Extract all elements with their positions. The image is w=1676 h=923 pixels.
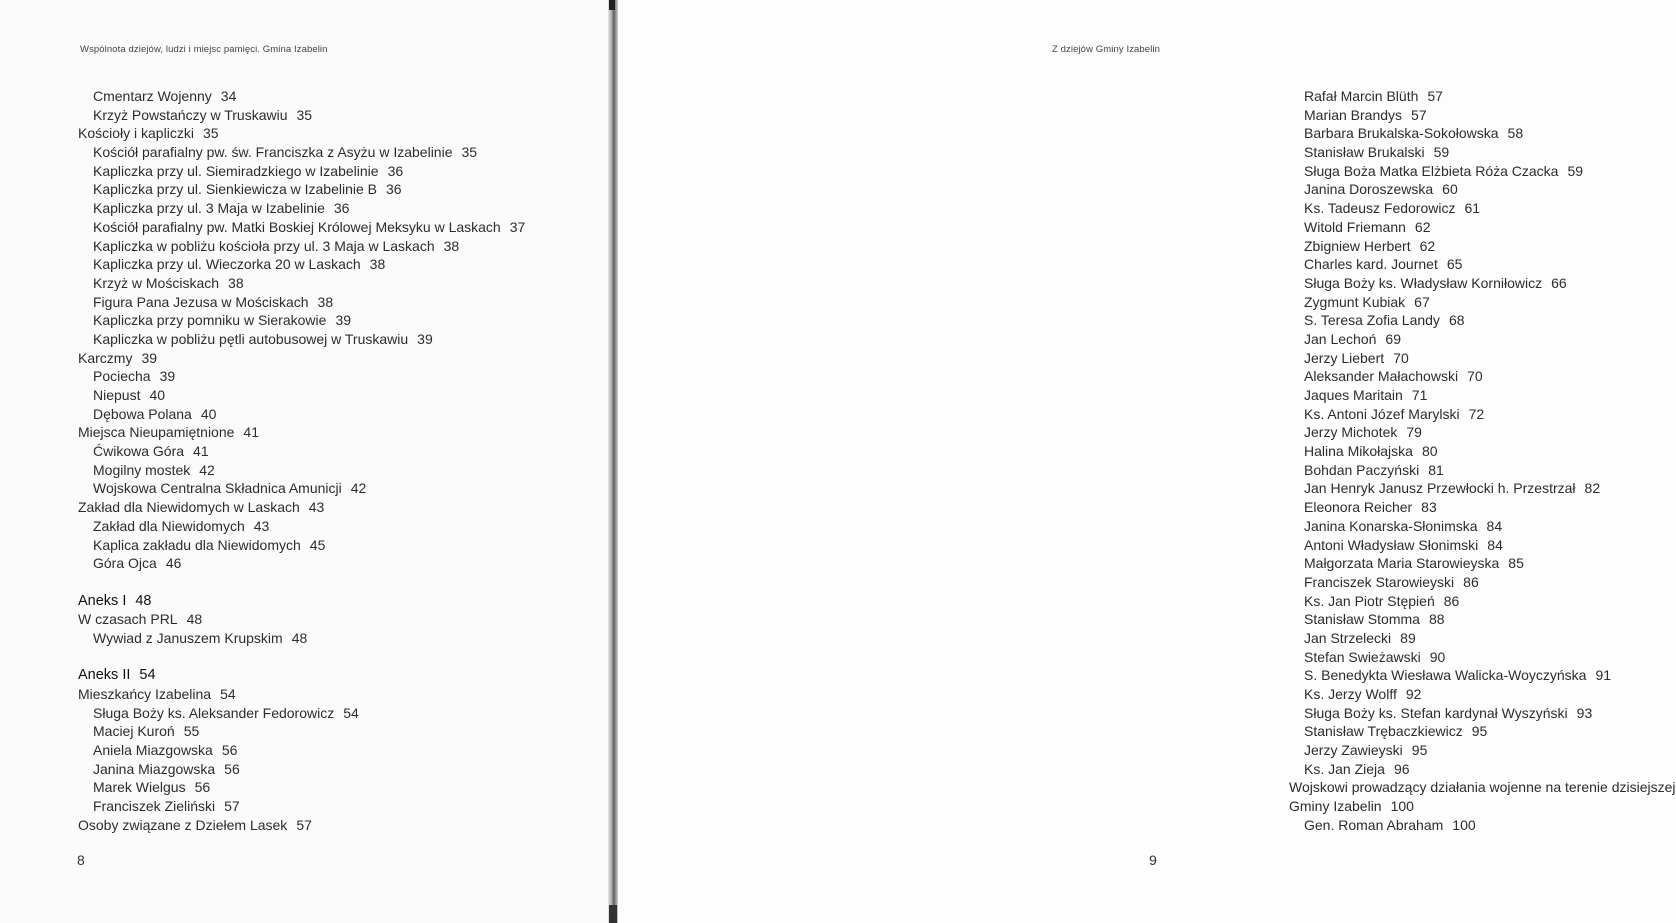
toc-entry: [78, 498, 525, 517]
toc-entry-page: 39: [141, 349, 158, 366]
toc-entry-page: 39: [417, 330, 433, 347]
toc-entry: [78, 442, 525, 461]
toc-entry-page: 56: [221, 742, 238, 759]
toc-entry: [1289, 349, 1676, 368]
toc-entry-title: Ćwikowa Góra: [93, 443, 185, 460]
toc-entry-title: Gminy Izabelin: [1289, 798, 1382, 815]
toc-entry-title: Jerzy Zawieyski: [1304, 742, 1403, 759]
toc-entry: [1289, 405, 1676, 424]
toc-entry-page: 100: [1390, 798, 1414, 815]
toc-entry: [78, 461, 525, 480]
toc-entry-page: 48: [186, 611, 203, 628]
toc-entry: [78, 180, 525, 199]
toc-entry: [1289, 536, 1676, 555]
toc-entry-title: Góra Ojca: [93, 555, 157, 572]
toc-entry: [78, 722, 525, 741]
toc-entry-title: Kapliczka przy ul. 3 Maja w Izabelinie: [93, 200, 325, 217]
toc-entry-title: Zakład dla Niewidomych: [93, 517, 245, 534]
toc-entry-title: Bohdan Paczyński: [1304, 461, 1420, 478]
toc-entry-page: 92: [1405, 686, 1422, 702]
toc-entry-page: 96: [1393, 760, 1410, 777]
toc-entry: [78, 517, 525, 536]
toc-entry: [78, 255, 525, 274]
toc-entry-page: 38: [369, 256, 386, 273]
toc-entry-title: Kapliczka przy pomniku w Sierakowie: [93, 312, 327, 329]
toc-entry: [78, 704, 525, 723]
toc-entry: [1289, 610, 1676, 629]
toc-entry: [78, 386, 525, 405]
toc-entry-title: S. Benedykta Wiesława Walicka-Woyczyńska: [1304, 667, 1587, 684]
toc-entry: [1289, 124, 1676, 143]
toc-entry-title: Jan Lechoń: [1304, 330, 1377, 347]
toc-entry-title: Marian Brandys: [1304, 106, 1403, 123]
toc-entry-title: Stanisław Stomma: [1304, 611, 1420, 628]
toc-entry-title: Krzyż w Mościskach: [93, 274, 220, 291]
toc-entry-title: Jan Strzelecki: [1304, 629, 1392, 646]
toc-entry-title: Sługa Boży ks. Władysław Korniłowicz: [1304, 274, 1543, 291]
toc-entry: [1289, 106, 1676, 125]
toc-entry-page: 38: [317, 293, 334, 310]
toc-spacer: [78, 573, 525, 592]
toc-section-heading: [78, 592, 525, 611]
toc-entry-page: 72: [1468, 405, 1485, 422]
toc-entry-title: Pociecha: [93, 368, 151, 385]
toc-entry-title: Kościół parafialny pw. św. Franciszka z Asyżu w Izabelinie: [93, 144, 453, 161]
toc-entry-page: 91: [1595, 667, 1612, 684]
toc-entry-title: Wojskowi prowadzący działania wojenne na terenie dzisiejszej: [1289, 779, 1676, 796]
left-page: [0, 0, 611, 923]
toc-entry-page: 54: [343, 704, 359, 721]
toc-entry: [78, 778, 525, 797]
toc-entry-page: 62: [1414, 218, 1431, 235]
toc-entry-page: 57: [296, 816, 312, 833]
toc-entry-title: Maciej Kuroń: [93, 723, 175, 740]
toc-entry-page: 80: [1421, 443, 1438, 460]
toc-entry-page: 37: [509, 218, 526, 235]
toc-entry-page: 38: [228, 274, 244, 291]
toc-entry: [78, 760, 525, 779]
toc-entry-title: Ks. Jan Zieja: [1304, 760, 1385, 777]
toc-entry-title: Mogilny mostek: [93, 461, 191, 478]
toc-entry-page: 84: [1487, 536, 1503, 553]
toc-entry-title: Sługa Boży ks. Stefan kardynał Wyszyński: [1304, 704, 1568, 721]
toc-entry-title: Kaplica zakładu dla Niewidomych: [93, 536, 301, 553]
toc-entry-page: 57: [224, 798, 240, 815]
toc-entry: [78, 143, 525, 162]
toc-entry: [78, 629, 525, 648]
toc-entry: [1289, 666, 1676, 685]
toc-entry-page: 83: [1421, 499, 1437, 516]
toc-entry-page: 61: [1464, 200, 1481, 217]
toc-entry-title: Jaques Maritain: [1304, 387, 1403, 403]
toc-entry-title: Kościół parafialny pw. Matki Boskiej Królowej Meksyku w Laskach: [93, 218, 501, 235]
toc-entry: [78, 87, 525, 106]
toc-entry-title: Kapliczka przy ul. Wieczorka 20 w Laskach: [93, 256, 361, 273]
toc-entry-title: Osoby związane z Dziełem Lasek: [78, 816, 288, 833]
toc-entry-page: 71: [1411, 387, 1428, 403]
toc-entry: [1289, 274, 1676, 293]
toc-section-heading: [78, 666, 525, 685]
toc-entry-title: Zbigniew Herbert: [1304, 237, 1411, 254]
toc-entry: [1289, 816, 1676, 835]
toc-entry-title: Kościoły i kapliczki: [78, 125, 194, 142]
toc-entry: [78, 554, 525, 573]
toc-entry: [1289, 592, 1676, 611]
toc-entry: [1289, 760, 1676, 779]
toc-entry-title: W czasach PRL: [78, 611, 178, 628]
toc-entry-title: Kapliczka przy ul. Siemiradzkiego w Izabelinie: [93, 162, 379, 179]
toc-entry: [78, 367, 525, 386]
toc-entry-title: Karczmy: [78, 349, 133, 366]
toc-entry-title: Zygmunt Kubiak: [1304, 293, 1406, 310]
toc-entry-title: Stanisław Brukalski: [1304, 144, 1425, 161]
toc-entry-page: 60: [1442, 181, 1458, 198]
toc-entry-page: 41: [193, 443, 209, 460]
toc-entry: [1289, 741, 1676, 760]
toc-entry-page: 67: [1414, 293, 1430, 310]
toc-entry-title: Stefan Swieżawski: [1304, 648, 1421, 665]
toc-entry-title: Ks. Antoni Józef Marylski: [1304, 405, 1460, 422]
toc-entry: [78, 479, 525, 498]
toc-entry: [1289, 87, 1676, 106]
toc-entry: [1289, 330, 1676, 349]
toc-entry-page: 62: [1419, 237, 1436, 254]
toc-entry: [1289, 797, 1676, 816]
toc-entry: [78, 405, 525, 424]
toc-entry-title: Halina Mikołajska: [1304, 443, 1413, 460]
toc-entry-page: 45: [309, 536, 326, 553]
toc-entry-title: Witold Friemann: [1304, 218, 1406, 235]
toc-entry-title: Gen. Roman Abraham: [1304, 816, 1444, 833]
toc-entry: [78, 330, 525, 349]
toc-entry: [78, 685, 525, 704]
toc-entry-title: Franciszek Zieliński: [93, 798, 216, 815]
toc-entry-page: 93: [1576, 704, 1593, 721]
toc-entry: [1289, 423, 1676, 442]
toc-entry: [1289, 648, 1676, 667]
toc-entry-title: Wywiad z Januszem Krupskim: [93, 629, 283, 646]
toc-entry-title: Krzyż Powstańczy w Truskawiu: [93, 106, 288, 123]
toc-entry-title: Janina Konarska-Słonimska: [1304, 517, 1478, 534]
toc-entry-page: 41: [243, 424, 259, 441]
toc-entry: [78, 816, 525, 835]
toc-entry-title: Ks. Jan Piotr Stępień: [1304, 592, 1435, 609]
toc-entry: [78, 199, 525, 218]
toc-entry-page: 39: [159, 368, 176, 385]
toc-entry-page: 54: [220, 686, 236, 702]
toc-entry: [1289, 293, 1676, 312]
toc-entry: [1289, 199, 1676, 218]
toc-entry-page: 58: [1507, 125, 1524, 142]
toc-entry: [78, 293, 525, 312]
toc-entry-page: 81: [1428, 461, 1444, 478]
toc-entry: [1289, 554, 1676, 573]
toc-entry-page: 43: [308, 499, 325, 516]
toc-entry-page: 48: [291, 629, 308, 646]
toc-entry-title: Janina Doroszewska: [1304, 181, 1434, 198]
toc-entry-title: Barbara Brukalska-Sokołowska: [1304, 125, 1499, 142]
toc-entry-page: 54: [139, 667, 156, 684]
toc-entry: [1289, 311, 1676, 330]
toc-entry-page: 42: [350, 480, 367, 497]
toc-entry: [78, 536, 525, 555]
toc-entry-title: Małgorzata Maria Starowieyska: [1304, 555, 1500, 572]
toc-entry: [78, 311, 525, 330]
toc-entry-title: Charles kard. Journet: [1304, 256, 1438, 273]
toc-entry-title: Jerzy Michotek: [1304, 424, 1398, 441]
running-head-left: Wspólnota dziejów, ludzi i miejsc pamięci. Gmina Izabelin: [80, 44, 328, 55]
gutter-shadow-top: [609, 0, 615, 10]
toc-entry-page: 65: [1446, 256, 1463, 273]
toc-entry-title: Dębowa Polana: [93, 405, 192, 422]
toc-entry-page: 86: [1463, 573, 1479, 590]
toc-entry: [1289, 143, 1676, 162]
toc-entry: [1289, 162, 1676, 181]
toc-entry: [78, 797, 525, 816]
toc-entry-page: 46: [165, 555, 182, 572]
toc-entry: [78, 106, 525, 125]
book-gutter: [608, 0, 618, 923]
toc-spacer: [78, 648, 525, 667]
right-page: [611, 0, 1676, 923]
toc-entry-page: 56: [194, 779, 211, 796]
toc-entry-title: Jan Henryk Janusz Przewłocki h. Przestrzał: [1304, 480, 1576, 497]
toc-entry-title: Zakład dla Niewidomych w Laskach: [78, 499, 300, 516]
toc-entry-title: Aniela Miazgowska: [93, 742, 213, 759]
toc-entry-title: Mieszkańcy Izabelina: [78, 686, 212, 702]
toc-entry-page: 100: [1452, 816, 1476, 833]
toc-entry-page: 43: [253, 517, 270, 534]
toc-entry-title: Rafał Marcin Blüth: [1304, 88, 1419, 104]
page-number-left: 8: [77, 852, 85, 868]
toc-entry-page: 48: [135, 592, 152, 609]
toc-entry-title: Sługa Boża Matka Elżbieta Róża Czacka: [1304, 162, 1559, 179]
toc-entry-page: 39: [335, 312, 352, 329]
toc-entry: [1289, 517, 1676, 536]
toc-entry: [1289, 442, 1676, 461]
running-head-right: Z dziejów Gminy Izabelin: [1052, 44, 1160, 55]
toc-entry-page: 85: [1508, 555, 1524, 572]
toc-entry: [1289, 629, 1676, 648]
toc-entry-page: 70: [1467, 368, 1483, 385]
toc-entry: [78, 349, 525, 368]
toc-entry: [1289, 255, 1676, 274]
toc-entry: [78, 274, 525, 293]
toc-entry-page: 36: [333, 200, 350, 217]
toc-entry: [1289, 367, 1676, 386]
page-number-right: 9: [1149, 852, 1157, 868]
toc-entry-title: Sługa Boży ks. Aleksander Fedorowicz: [93, 704, 335, 721]
toc-entry-page: 36: [386, 181, 402, 198]
toc-entry: [1289, 386, 1676, 405]
toc-entry-title: S. Teresa Zofia Landy: [1304, 312, 1440, 329]
toc-entry: [1289, 778, 1676, 797]
toc-entry-page: 82: [1584, 480, 1601, 497]
toc-entry-title: Antoni Władysław Słonimski: [1304, 536, 1479, 553]
toc-entry-title: Kapliczka w pobliżu pętli autobusowej w Truskawiu: [93, 330, 409, 347]
toc-entry: [1289, 479, 1676, 498]
toc-entry-page: 95: [1471, 723, 1488, 740]
toc-left-column: [78, 87, 525, 835]
toc-entry: [1289, 722, 1676, 741]
toc-entry: [78, 237, 525, 256]
toc-entry: [78, 124, 525, 143]
toc-entry: [78, 741, 525, 760]
toc-entry-page: 89: [1400, 629, 1416, 646]
toc-entry-page: 70: [1393, 349, 1409, 366]
toc-entry: [1289, 461, 1676, 480]
toc-entry-title: Stanisław Trębaczkiewicz: [1304, 723, 1463, 740]
toc-entry: [1289, 498, 1676, 517]
toc-entry-page: 35: [202, 125, 219, 142]
toc-entry-title: Kapliczka przy ul. Sienkiewicza w Izabelinie B: [93, 181, 378, 198]
toc-entry-title: Eleonora Reicher: [1304, 499, 1413, 516]
toc-entry: [78, 218, 525, 237]
toc-entry: [78, 162, 525, 181]
toc-entry: [1289, 218, 1676, 237]
toc-entry-title: Cmentarz Wojenny: [93, 88, 212, 104]
toc-entry: [1289, 685, 1676, 704]
toc-entry-page: 36: [387, 162, 404, 179]
toc-entry: [1289, 573, 1676, 592]
toc-entry: [78, 610, 525, 629]
toc-entry-page: 38: [443, 237, 460, 254]
toc-entry-title: Franciszek Starowieyski: [1304, 573, 1455, 590]
toc-entry-page: 90: [1429, 648, 1446, 665]
toc-entry-page: 69: [1385, 330, 1401, 347]
toc-entry-page: 79: [1406, 424, 1422, 441]
gutter-shadow-bottom: [609, 905, 617, 923]
toc-entry-page: 59: [1433, 144, 1450, 161]
toc-entry-page: 84: [1486, 517, 1503, 534]
toc-entry-title: Wojskowa Centralna Składnica Amunicji: [93, 480, 342, 497]
toc-entry-page: 35: [461, 144, 478, 161]
toc-entry-page: 95: [1411, 742, 1428, 759]
toc-entry-title: Ks. Jerzy Wolff: [1304, 686, 1397, 702]
toc-entry-page: 59: [1567, 162, 1584, 179]
toc-entry-title: Kapliczka w pobliżu kościoła przy ul. 3 Maja w Laskach: [93, 237, 435, 254]
toc-entry-title: Miejsca Nieupamiętnione: [78, 424, 235, 441]
toc-entry-page: 40: [149, 387, 166, 403]
toc-entry: [1289, 180, 1676, 199]
toc-entry: [1289, 704, 1676, 723]
toc-entry-page: 35: [296, 106, 313, 123]
toc-entry-page: 88: [1428, 611, 1445, 628]
toc-entry-page: 55: [183, 723, 200, 740]
toc-entry-title: Aneks I: [78, 592, 127, 609]
toc-entry: [78, 423, 525, 442]
toc-entry-title: Aleksander Małachowski: [1304, 368, 1459, 385]
toc-entry-page: 56: [224, 760, 240, 777]
toc-entry-title: Niepust: [93, 387, 141, 403]
toc-entry-title: Aneks II: [78, 667, 131, 684]
toc-entry-title: Figura Pana Jezusa w Mościskach: [93, 293, 309, 310]
toc-entry-page: 34: [220, 88, 237, 104]
toc-entry-title: Marek Wielgus: [93, 779, 186, 796]
toc-entry-page: 57: [1411, 106, 1427, 123]
toc-entry-title: Jerzy Liebert: [1304, 349, 1385, 366]
toc-entry-page: 42: [199, 461, 215, 478]
toc-entry-title: Janina Miazgowska: [93, 760, 216, 777]
toc-entry: [1289, 237, 1676, 256]
toc-right-column: [1289, 87, 1676, 835]
toc-entry-page: 40: [200, 405, 217, 422]
toc-entry-page: 68: [1448, 312, 1465, 329]
toc-entry-page: 66: [1551, 274, 1567, 291]
toc-entry-title: Ks. Tadeusz Fedorowicz: [1304, 200, 1456, 217]
toc-entry-page: 57: [1427, 88, 1443, 104]
toc-entry-page: 86: [1443, 592, 1460, 609]
